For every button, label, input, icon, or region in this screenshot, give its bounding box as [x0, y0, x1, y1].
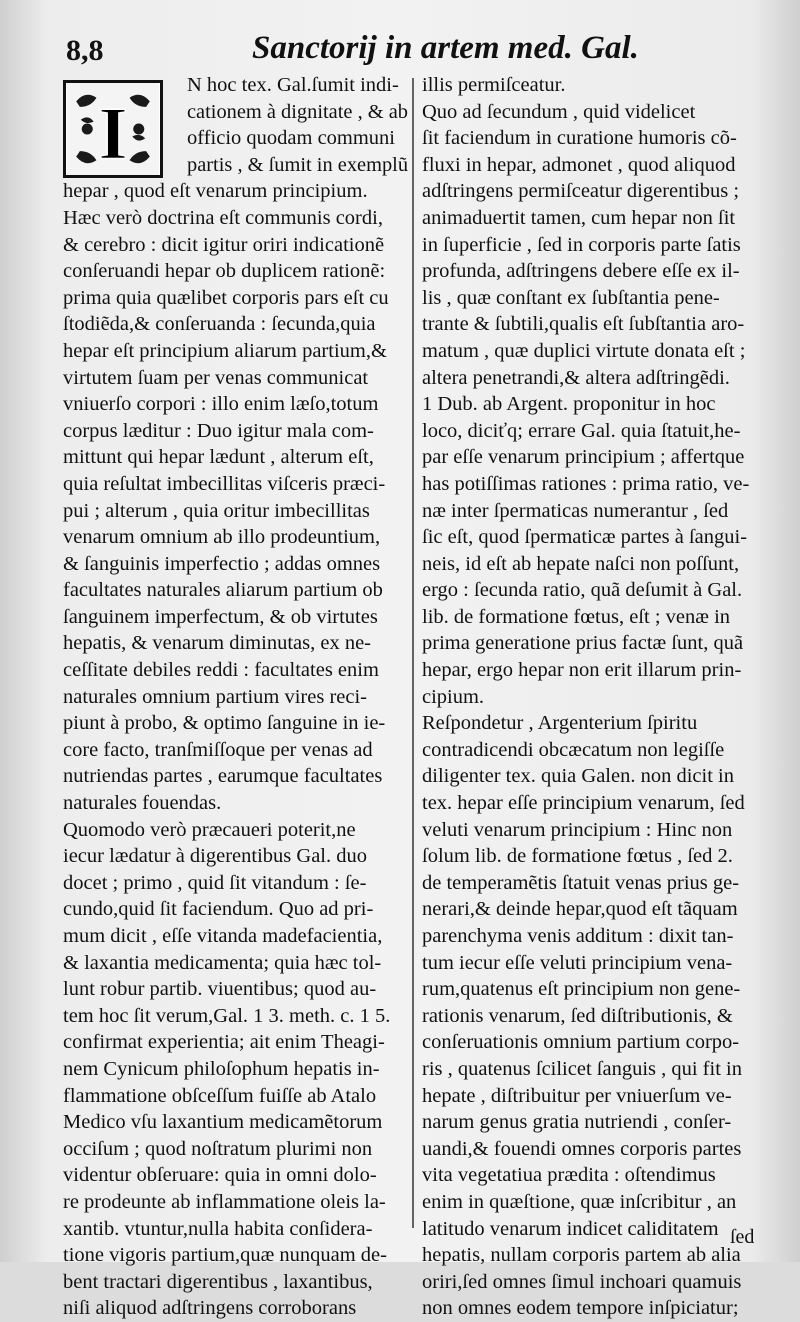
text-line: rum,quatenus eſt principium non gene- [422, 978, 741, 1001]
text-line: nem Cynicum philoſophum hepatis in- [63, 1057, 380, 1080]
text-line: lis , quæ conſtant ex ſubſtantia pene- [422, 286, 720, 309]
column-divider [412, 78, 414, 1228]
text-line: cationem à dignitate , & ab [187, 100, 409, 123]
text-line: 1 Dub. ab Argent. proponitur in hoc [422, 393, 716, 416]
text-line: cipium. [422, 685, 485, 708]
text-line: latitudo venarum indicet caliditatem [422, 1217, 719, 1240]
text-line: naturales omnium partium vires reci- [63, 685, 367, 708]
text-line: pui ; alterum , quia oritur imbecillitas [63, 499, 370, 522]
text-line: piunt à probo, & optimo ſanguine in ie- [63, 712, 386, 735]
text-line: tione vigoris partium,quæ nunquam de- [63, 1244, 387, 1267]
text-line: nutriendas partes , earumque facultates [63, 765, 383, 788]
text-line: ſic eſt, quod ſpermaticæ partes à ſangui- [422, 526, 748, 549]
text-line: lib. de formatione fœtus, eſt ; venæ in [422, 605, 731, 628]
text-line: illis permiſceatur. [422, 74, 566, 96]
text-line: corpus læditur : Duo igitur mala com- [63, 419, 374, 442]
text-line: veluti venarum principium : Hinc non [422, 818, 733, 841]
text-line: animaduertit tamen, cum hepar non ſit [422, 206, 736, 229]
text-line: Hæc verò doctrina eſt communis cordi, [63, 206, 383, 229]
text-line: Medico vſu laxantium medicamẽtorum [63, 1111, 383, 1134]
text-line: ceſſitate debiles reddi : facultates enim [63, 659, 379, 682]
text-line: hepatis, nullam corporis partem ab alia [422, 1244, 741, 1267]
text-line: naturales fouendas. [63, 792, 222, 815]
text-line: hepar eſt principium aliarum partium,& [63, 339, 387, 362]
text-line: hepar, ergo hepar non erit illarum prin- [422, 659, 742, 682]
text-line: hepatis, & venarum diminutas, ex ne- [63, 632, 371, 655]
text-line: facultates naturales aliarum partium ob [63, 579, 383, 602]
text-line: adſtringens permiſceatur digerentibus ; [422, 180, 740, 203]
text-line: trante & ſubtili,qualis eſt ſubſtantia aro- [422, 313, 745, 336]
dropcap-letter: I [98, 92, 128, 176]
text-line: diligenter tex. quia Galen. non dicit in [422, 765, 734, 788]
text-line: de temperamẽtis ſtatuit venas prius ge- [422, 871, 740, 894]
text-line: neis, id eſt ab hepate naſci non poſſunt, [422, 552, 740, 575]
text-line: oriri,ſed omnes ſimul inchoari quamuis [422, 1270, 742, 1293]
text-line: partis , & ſumit in exemplũ [187, 153, 409, 176]
text-line: niſi aliquod adſtringens corroborans [63, 1297, 357, 1320]
text-line: N hoc tex. Gal.ſumit indi- [187, 74, 399, 96]
text-line: cundo,quid ſit faciendum. Quo ad pri- [63, 898, 374, 921]
text-line: non omnes eodem tempore inſpiciatur; [422, 1297, 739, 1320]
text-line: flammatione obſceſſum fuiſſe ab Atalo [63, 1084, 377, 1107]
text-line: & laxantia medicamenta; quia hæc tol- [63, 951, 382, 974]
text-line: mum dicit , eſſe vitanda madefacientia, [63, 925, 383, 947]
text-line: virtutem ſuam per venas communicat [63, 366, 369, 389]
text-line: Quomodo verò præcaueri poterit,ne [63, 818, 356, 841]
text-line: contradicendi obcæcatum non legiſſe [422, 738, 725, 761]
text-line: bent tractari digerentibus , laxantibus, [63, 1270, 373, 1293]
text-line: fluxi in hepar, admonet , quod aliquod [422, 153, 736, 176]
text-line: hepate , diſtribuitur per vniuerſum ve- [422, 1084, 732, 1107]
text-line: conſeruationis omnium partium corpo- [422, 1031, 740, 1054]
catchword: ſed [730, 1226, 755, 1248]
text-line: prima quia quælibet corporis pars eſt cu [63, 286, 389, 309]
text-line: ris , quatenus ſcilicet ſanguis , qui fit in [422, 1057, 742, 1080]
text-line: & cerebro : dicit igitur oriri indicationẽ [63, 233, 385, 256]
text-line: narum genus gratia nutriendi , conſer- [422, 1111, 732, 1134]
text-line: Reſpondetur , Argenterium ſpiritu [422, 712, 698, 735]
text-line: ſtodiẽda,& conſeruanda : ſecunda,quia [63, 313, 376, 336]
text-line: re prodeunte ab inflammatione oleis la- [63, 1190, 386, 1213]
text-line: rationis venarum, ſed diſtributionis, & [422, 1004, 733, 1027]
text-line: profunda, adſtringens debere eſſe ex il- [422, 260, 740, 283]
text-line: officio quodam communi [187, 127, 396, 150]
text-line: core facto, tranſmiſſoque per venas ad [63, 738, 373, 761]
text-line: enim in quæſtione, quæ inſcribitur , an [422, 1190, 737, 1213]
text-line: tem hoc ſit verum,Gal. 1 3. meth. c. 1 5. [63, 1004, 391, 1027]
text-line: altera penetrandi,& altera adſtringẽdi. [422, 366, 730, 389]
text-line: Quo ad ſecundum , quid videlicet [422, 100, 696, 123]
page-number: 8,8 [66, 34, 104, 67]
text-line: in ſuperficie , ſed in corporis parte ſatis [422, 233, 741, 256]
text-line: næ inter ſpermaticas numerantur , ſed [422, 499, 729, 522]
text-line: tex. hepar eſſe principium venarum, ſed [422, 792, 745, 815]
left-text-column [63, 72, 408, 1322]
text-line: vita vegetatiua prædita : oſtendimus [422, 1164, 716, 1187]
text-line: ſit faciendum in curatione humoris cõ- [422, 127, 737, 150]
text-line: vniuerſo corpori : illo enim læſo,totum [63, 393, 379, 416]
page-header [0, 22, 800, 72]
text-line: parenchyma venis additum : dixit tan- [422, 925, 734, 947]
text-line: uandi,& fouendi omnes corporis partes [422, 1137, 742, 1160]
text-line: matum , quæ duplici virtute donata eſt ; [422, 339, 746, 362]
text-line: ſanguinem imperfectum, & ob virtutes [63, 605, 378, 628]
text-line: iecur lædatur à digerentibus Gal. duo [63, 845, 367, 868]
text-line: nerari,& deinde hepar,quod eſt tãquam [422, 898, 738, 921]
text-line: hepar , quod eſt venarum principium. [63, 180, 368, 203]
text-line: prima generatione prius factæ ſunt, quã [422, 632, 744, 655]
text-line: par eſſe venarum principium ; affertque [422, 446, 745, 469]
text-line: tum iecur eſſe veluti principium vena- [422, 951, 733, 974]
text-line: occiſum ; quod noſtratum plurimi non [63, 1137, 373, 1160]
text-line: mittunt qui hepar lædunt , alterum eſt, [63, 446, 374, 469]
text-line: xantib. vtuntur,nulla habita conſidera- [63, 1217, 373, 1240]
running-title: Sanctorij in artem med. Gal. [252, 30, 639, 66]
text-line: quia reſultat imbecillitas viſceris præci- [63, 472, 386, 495]
text-line: ergo : ſecunda ratio, quã deſumit à Gal. [422, 579, 743, 602]
text-line: conſeruandi hepar ob duplicem rationẽ: [63, 260, 386, 283]
text-line: videntur obſeruare: quia in omni dolo- [63, 1164, 377, 1187]
text-line: loco, diciťq; errare Gal. quia ſtatuit,he- [422, 419, 741, 442]
text-line: venarum omnium ab illo prodeuntium, [63, 526, 381, 549]
text-line: docet ; primo , quid ſit vitandum : ſe- [63, 871, 367, 894]
text-line: has potiſſimas rationes : prima ratio, ve- [422, 472, 750, 495]
right-text-column [422, 72, 787, 1322]
text-line: confirmat experientia; ait enim Theagi- [63, 1031, 385, 1054]
text-line: ſolum lib. de formatione fœtus , ſed 2. [422, 845, 733, 868]
text-line: lunt robur partib. viuentibus; quod au- [63, 978, 377, 1001]
text-line: & ſanguinis imperfectio ; addas omnes [63, 552, 381, 575]
